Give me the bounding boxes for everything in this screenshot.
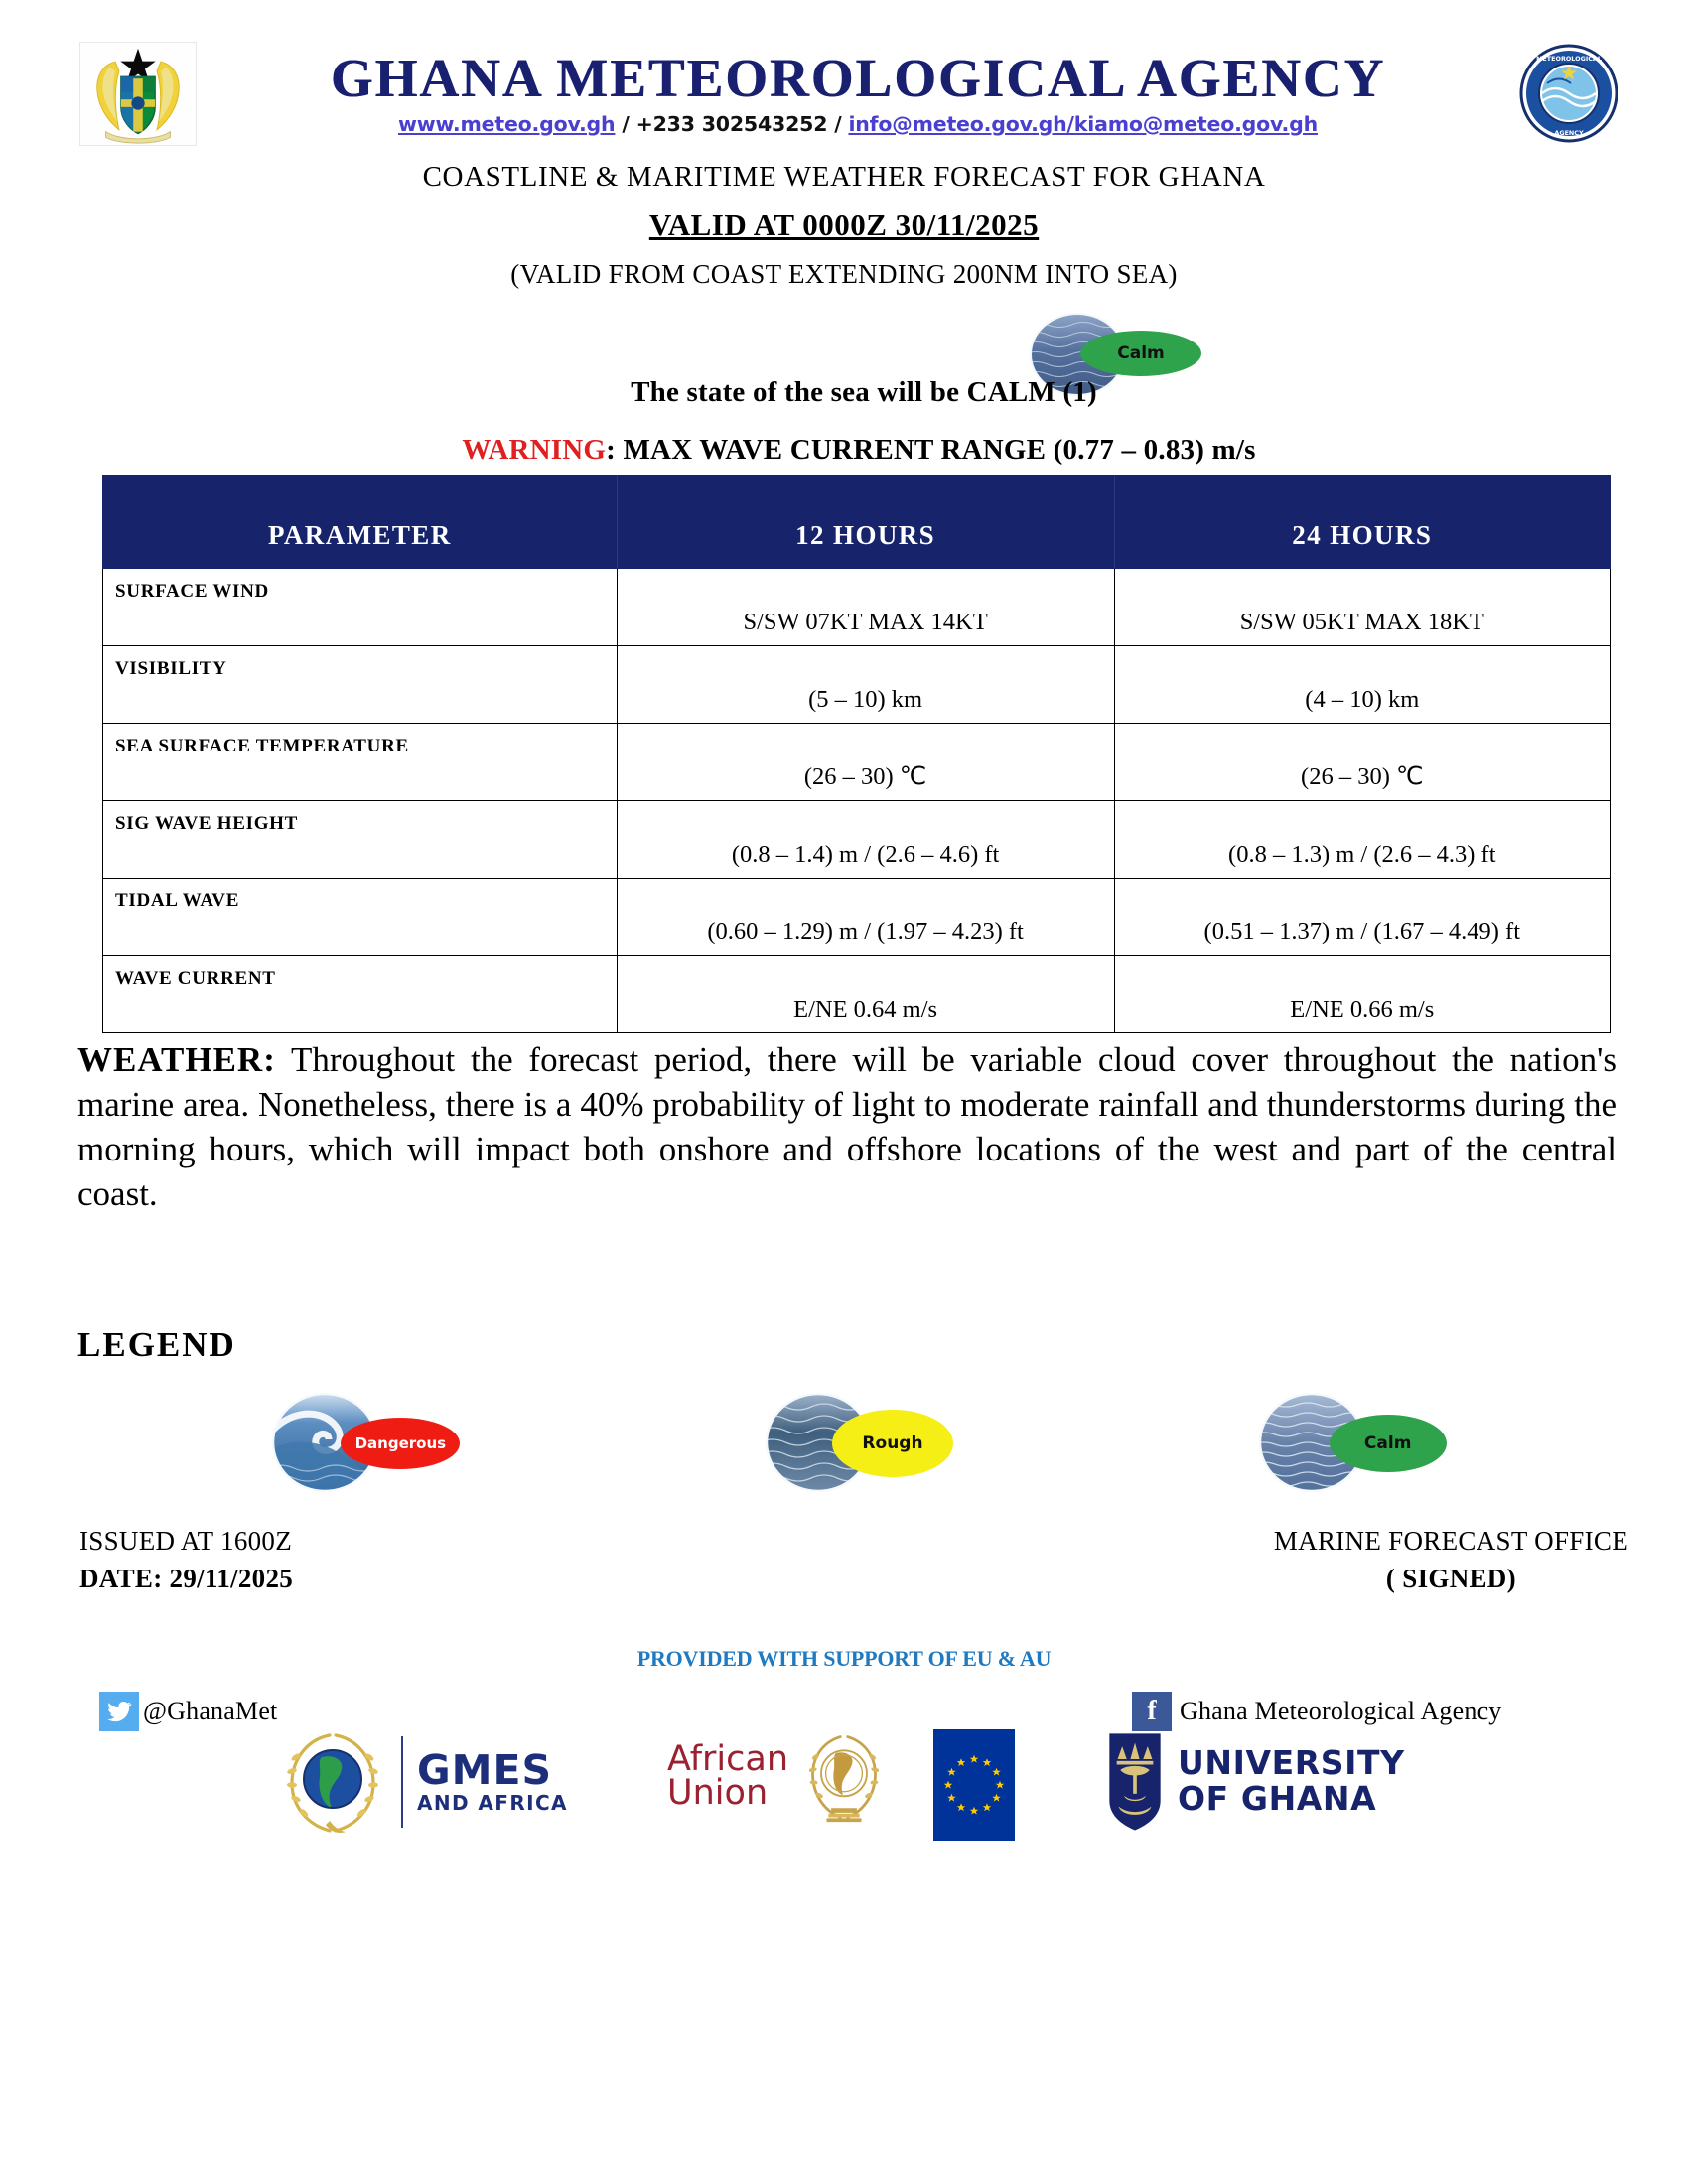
- gmet-seal-logo-icon: [1519, 44, 1618, 143]
- signoff-block: [0, 1522, 1688, 1598]
- cell-sig-wave-height-12h: (0.8 – 1.4) m / (2.6 – 4.6) ft: [617, 800, 1114, 878]
- valid-at-title: VALID AT 0000Z 30/11/2025: [648, 207, 1040, 243]
- document-titles: [0, 159, 1688, 293]
- email-links[interactable]: info@meteo.gov.gh/kiamo@meteo.gov.gh: [848, 112, 1318, 136]
- support-line: PROVIDED WITH SUPPORT OF EU & AU: [636, 1645, 1052, 1671]
- signoff-left: [79, 1522, 293, 1598]
- table-row: [103, 955, 1611, 1032]
- validity-extent-note: (VALID FROM COAST EXTENDING 200NM INTO SEA): [510, 259, 1178, 290]
- cell-visibility-24h: (4 – 10) km: [1114, 645, 1610, 723]
- legend-pill-dangerous: [341, 1418, 460, 1469]
- cell-surface-wind-24h: S/SW 05KT MAX 18KT: [1114, 568, 1610, 645]
- column-header-12-hours: 12 HOURS: [617, 475, 1114, 568]
- legend-row: [0, 1393, 1688, 1492]
- cell-wave-current-12h: E/NE 0.64 m/s: [617, 955, 1114, 1032]
- legend-title: LEGEND: [77, 1325, 236, 1365]
- signoff-right: [1274, 1522, 1628, 1598]
- gmes-divider: [401, 1736, 403, 1828]
- signed-text: ( SIGNED): [1385, 1564, 1516, 1594]
- african-union-wordmark: [667, 1739, 789, 1813]
- legend-item-rough: [613, 1393, 1106, 1492]
- gmes-main-text: GMES: [417, 1745, 552, 1794]
- au-line1-text: African: [667, 1739, 789, 1780]
- forecast-title: COASTLINE & MARITIME WEATHER FORECAST FOR GHANA: [422, 161, 1266, 193]
- issue-date-text: DATE: 29/11/2025: [79, 1564, 294, 1594]
- weather-body: Throughout the forecast period, there will be variable cloud cover throughout the nation's marine area. Nonetheless, there is a 40% probability of light to moderate rainfall and thunderstorms during the morning hours, which will impact both onshore and offshore locations of the west and part of the central coast.: [77, 1039, 1617, 1213]
- legend-label-calm: Calm: [1363, 1433, 1412, 1454]
- university-of-ghana-crest-icon: [1102, 1729, 1168, 1833]
- phone-number: +233 302543252: [635, 112, 828, 136]
- table-row: [103, 878, 1611, 955]
- sea-state-text: The state of the sea will be CALM (1): [631, 375, 1097, 408]
- table-header-row: [103, 475, 1611, 568]
- cell-tidal-wave-12h: (0.60 – 1.29) m / (1.97 – 4.23) ft: [617, 878, 1114, 955]
- row-label-tidal-wave: TIDAL WAVE: [103, 878, 618, 955]
- african-union-emblem-icon: [798, 1729, 890, 1825]
- table-row: [103, 568, 1611, 645]
- legend-label-rough: Rough: [862, 1433, 923, 1454]
- legend-pill-calm: [1330, 1415, 1447, 1472]
- cell-sst-24h: (26 – 30) ℃: [1114, 723, 1610, 800]
- column-header-24-hours: 24 HOURS: [1114, 475, 1610, 568]
- sea-state-pill-label: Calm: [1117, 342, 1165, 363]
- sea-state-row: [0, 311, 1688, 430]
- legend-item-calm: [1105, 1393, 1599, 1492]
- gmes-wordmark: [417, 1745, 568, 1815]
- gmes-globe-wreath-icon: [278, 1727, 387, 1837]
- facebook-f-icon: f: [1132, 1692, 1172, 1731]
- cell-sig-wave-height-24h: (0.8 – 1.3) m / (2.6 – 4.3) ft: [1114, 800, 1610, 878]
- university-of-ghana-logo: [1102, 1729, 1405, 1833]
- marine-forecast-office-text: MARINE FORECAST OFFICE: [1273, 1526, 1628, 1557]
- table-row: [103, 723, 1611, 800]
- warning-label: WARNING: [462, 433, 607, 466]
- african-union-logo: [667, 1729, 890, 1825]
- column-header-parameter: PARAMETER: [103, 475, 618, 568]
- sea-state-pill: [1080, 331, 1201, 376]
- document-header: [0, 0, 1688, 149]
- row-label-wave-current: WAVE CURRENT: [103, 955, 618, 1032]
- legend-pill-rough: [832, 1410, 953, 1477]
- svg-text:METEOROLOGICAL: METEOROLOGICAL: [1536, 55, 1602, 63]
- gmes-and-africa-logo: [278, 1727, 568, 1837]
- cell-wave-current-24h: E/NE 0.66 m/s: [1114, 955, 1610, 1032]
- weather-paragraph: [0, 1037, 1688, 1217]
- gmes-sub-text: AND AFRICA: [417, 1790, 568, 1815]
- agency-title: GHANA METEOROLOGICAL AGENCY: [330, 48, 1386, 108]
- european-union-flag-icon: [933, 1729, 1015, 1841]
- cell-tidal-wave-24h: (0.51 – 1.37) m / (1.67 – 4.49) ft: [1114, 878, 1610, 955]
- row-label-visibility: VISIBILITY: [103, 645, 618, 723]
- ghana-coat-of-arms-icon: [79, 42, 197, 146]
- table-row: [103, 800, 1611, 878]
- issued-at-text: ISSUED AT 1600Z: [79, 1526, 293, 1557]
- footer-row: [0, 1682, 1688, 1841]
- row-label-surface-wind: SURFACE WIND: [103, 568, 618, 645]
- row-label-sig-wave-height: SIG WAVE HEIGHT: [103, 800, 618, 878]
- svg-text:AGENCY: AGENCY: [1554, 129, 1584, 137]
- partner-logos: [0, 1723, 1688, 1841]
- ug-line1-text: UNIVERSITY: [1178, 1743, 1405, 1783]
- row-label-sea-surface-temperature: SEA SURFACE TEMPERATURE: [103, 723, 618, 800]
- header-title-block: [197, 48, 1519, 136]
- warning-line: [0, 434, 1688, 467]
- facebook-handle-text: Ghana Meteorological Agency: [1180, 1696, 1502, 1725]
- legend-label-dangerous: Dangerous: [354, 1434, 447, 1453]
- forecast-table-wrapper: [0, 467, 1688, 1033]
- twitter-handle-text: @GhanaMet: [143, 1696, 278, 1725]
- legend-item-dangerous: [119, 1393, 613, 1492]
- agency-contact-line: [398, 112, 1318, 136]
- ug-line2-text: OF GHANA: [1178, 1779, 1377, 1819]
- weather-label: WEATHER:: [77, 1039, 276, 1079]
- contact-separator-2: /: [827, 112, 849, 136]
- forecast-table: [102, 475, 1611, 1033]
- table-row: [103, 645, 1611, 723]
- warning-text: : MAX WAVE CURRENT RANGE (0.77 – 0.83) m/s: [606, 433, 1256, 466]
- cell-surface-wind-12h: S/SW 07KT MAX 14KT: [617, 568, 1114, 645]
- cell-visibility-12h: (5 – 10) km: [617, 645, 1114, 723]
- cell-sst-12h: (26 – 30) ℃: [617, 723, 1114, 800]
- university-of-ghana-wordmark: [1178, 1743, 1405, 1819]
- website-link[interactable]: www.meteo.gov.gh: [397, 112, 616, 136]
- au-line2-text: Union: [667, 1772, 769, 1813]
- contact-separator-1: /: [615, 112, 636, 136]
